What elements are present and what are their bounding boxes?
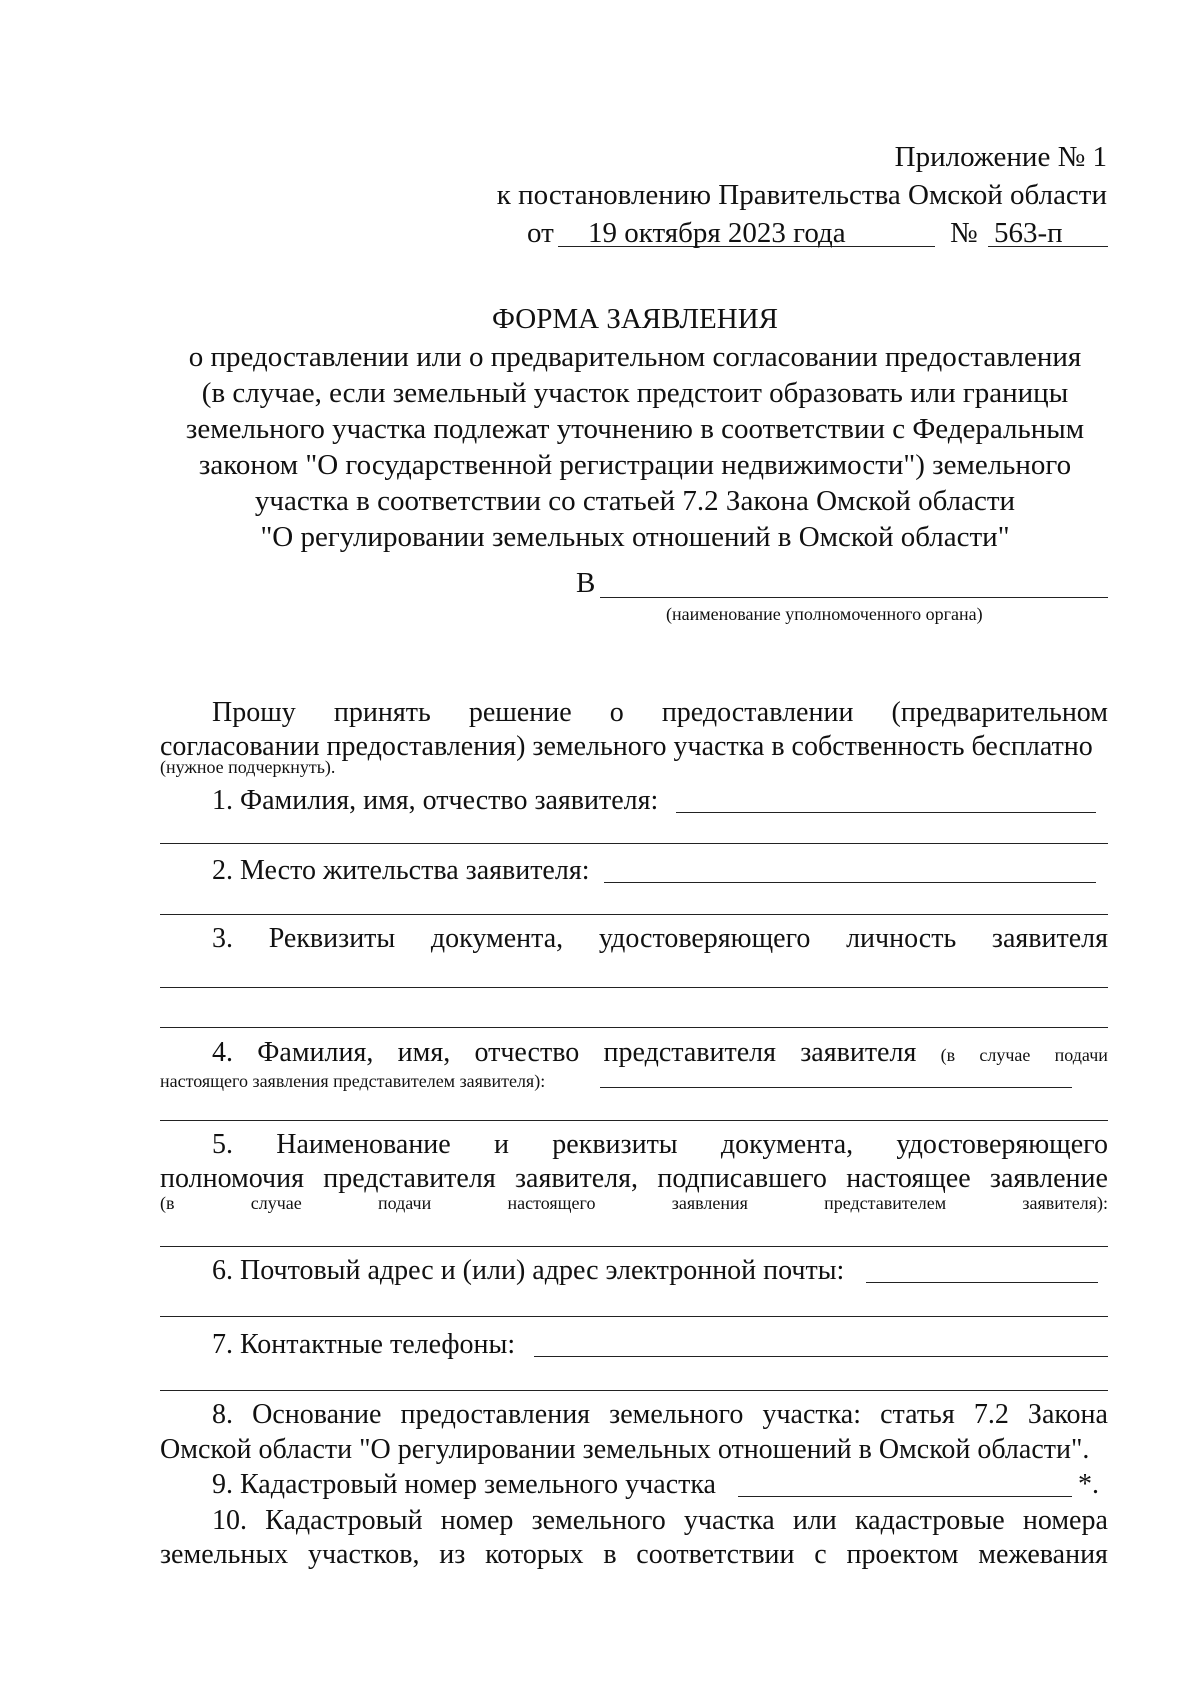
- decree-from-label: от: [527, 217, 554, 249]
- identity-document-field-line-2[interactable]: [160, 1027, 1108, 1028]
- item-10-label: 10. Кадастровый номер земельного участка или кадастровые номера: [212, 1505, 1108, 1536]
- authority-document-field[interactable]: [160, 1246, 1108, 1247]
- title-line-5: участка в соответствии со статьей 7.2 Закона Омской области: [254, 485, 1016, 517]
- title-line-1: о предоставлении или о предварительном согласовании предоставления: [188, 341, 1082, 373]
- item-2-label: 2. Место жительства заявителя:: [212, 855, 590, 886]
- cadastral-number-field[interactable]: [738, 1496, 1072, 1497]
- item-4-line-2: настоящего заявления представителем заявителя):: [160, 1071, 546, 1091]
- request-word: принять: [333, 697, 431, 728]
- request-word: Прошу: [212, 697, 296, 728]
- decree-number-label: №: [950, 217, 978, 249]
- postal-email-field-line-2[interactable]: [160, 1316, 1108, 1317]
- item-6-label: 6. Почтовый адрес и (или) адрес электронной почты:: [212, 1255, 845, 1286]
- request-word: о: [609, 697, 624, 728]
- representative-name-field[interactable]: [600, 1087, 1072, 1088]
- request-note: (нужное подчеркнуть).: [160, 757, 336, 777]
- item-8-label: 8. Основание предоставления земельного участка: статья 7.2 Закона: [212, 1399, 1108, 1430]
- decree-number: 563-п: [994, 217, 1063, 249]
- request-word: (предварительном: [891, 697, 1108, 728]
- applicant-name-field[interactable]: [676, 812, 1096, 813]
- decree-date: 19 октября 2023 года: [588, 217, 846, 249]
- appendix-number: Приложение № 1: [894, 141, 1107, 173]
- residence-field-line-2[interactable]: [160, 914, 1108, 915]
- item-5-line-3: (в случае подачи настоящего заявления представителем заявителя):: [160, 1193, 1108, 1213]
- request-word: предоставлении: [661, 697, 854, 728]
- item-5-line-2: полномочия представителя заявителя, подписавшего настоящее заявление: [160, 1163, 1108, 1194]
- item-9-label: 9. Кадастровый номер земельного участка: [212, 1469, 716, 1500]
- title-line-2: (в случае, если земельный участок предстоит образовать или границы: [201, 377, 1069, 409]
- form-heading: ФОРМА ЗАЯВЛЕНИЯ: [492, 303, 778, 335]
- title-line-3: земельного участка подлежат уточнению в соответствии с Федеральным: [185, 413, 1085, 445]
- residence-field[interactable]: [604, 882, 1096, 883]
- decree-reference: к постановлению Правительства Омской области: [496, 179, 1107, 211]
- recipient-prefix: В: [576, 567, 596, 599]
- item-5-label: 5. Наименование и реквизиты документа, удостоверяющего: [212, 1129, 1108, 1160]
- representative-name-field-line-2[interactable]: [160, 1120, 1108, 1121]
- item-1-label: 1. Фамилия, имя, отчество заявителя:: [212, 785, 659, 816]
- request-word: решение: [468, 697, 572, 728]
- item-7-label: 7. Контактные телефоны:: [212, 1329, 516, 1360]
- item-3-label: 3. Реквизиты документа, удостоверяющего личность заявителя: [212, 923, 1108, 954]
- title-line-4: законом "О государственной регистрации недвижимости") земельного: [198, 449, 1072, 481]
- decree-number-field: [988, 216, 1108, 247]
- identity-document-field[interactable]: [160, 987, 1108, 988]
- phone-field[interactable]: [534, 1356, 1108, 1357]
- postal-email-field[interactable]: [866, 1282, 1098, 1283]
- item-10-line-2: земельных участков, из которых в соответствии с проектом межевания: [160, 1539, 1108, 1570]
- title-line-6: "О регулировании земельных отношений в Омской области": [260, 521, 1010, 553]
- item-9-suffix: *.: [1078, 1469, 1099, 1500]
- recipient-caption: (наименование уполномоченного органа): [666, 604, 983, 624]
- applicant-name-field-line-2[interactable]: [160, 843, 1108, 844]
- item-8-line-2: Омской области "О регулировании земельных отношений в Омской области".: [160, 1434, 1090, 1465]
- request-line-2: согласовании предоставления) земельного участка в собственность бесплатно: [160, 731, 1093, 762]
- phone-field-line-2[interactable]: [160, 1390, 1108, 1391]
- item-4-label: 4. Фамилия, имя, отчество представителя заявителя (в случае подачи: [212, 1037, 1108, 1068]
- request-line-1: [212, 696, 1108, 730]
- decree-date-field: [558, 216, 935, 247]
- recipient-field-line[interactable]: [600, 597, 1108, 598]
